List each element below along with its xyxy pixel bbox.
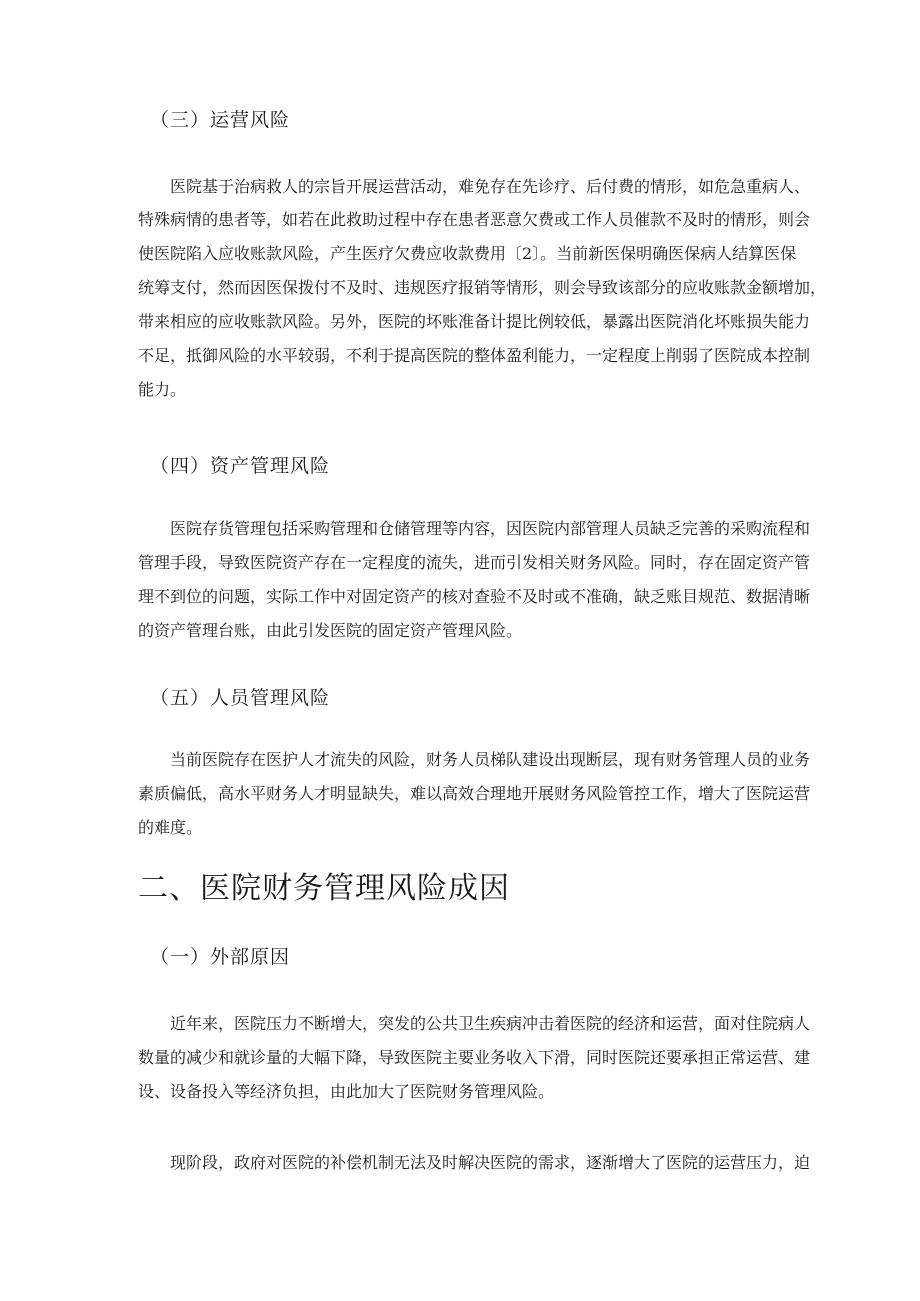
paragraph-line: 设、设备投入等经济负担，由此加大了医院财务管理风险。 [138,1082,555,1101]
paragraph-line: 医院基于治病救人的宗旨开展运营活动，难免存在先诊疗、后付费的情形，如危急重病人、 [170,177,811,196]
chapter-heading: 二、医院财务管理风险成因 [138,871,510,906]
paragraph-line: 近年来，医院压力不断增大，突发的公共卫生疾病冲击着医院的经济和运营，面对住院病人 [170,1014,811,1033]
paragraph-line: 管理手段，导致医院资产存在一定程度的流失，进而引发相关财务风险。同时，存在固定资产管 [138,553,811,572]
paragraph-line: 医院存货管理包括采购管理和仓储管理等内容，因医院内部管理人员缺乏完善的采购流程和 [170,519,811,538]
section-heading-personnel-risk: （五）人员管理风险 [150,687,331,709]
paragraph-line: 理不到位的问题，实际工作中对固定资产的核对查验不及时或不准确，缺乏账目规范、数据清晰 [138,587,811,606]
paragraph-line: 素质偏低，高水平财务人才明显缺失，难以高效合理地开展财务风险管控工作，增大了医院运营 [138,784,811,803]
paragraph-line: 使医院陷入应收账款风险，产生医疗欠费应收款费用〔2〕。当前新医保明确医保病人结算医保 [138,244,797,263]
paragraph-line: 统筹支付，然而因医保拨付不及时、违规医疗报销等情形，则会导致该部分的应收账款金额增加， [138,278,827,297]
paragraph-line: 不足，抵御风险的水平较弱，不利于提高医院的整体盈利能力，一定程度上削弱了医院成本控制 [138,346,811,365]
paragraph-line: 能力。 [138,380,187,399]
subsection-heading-external-causes: （一）外部原因 [150,946,291,968]
section-heading-asset-risk: （四）资产管理风险 [150,455,331,477]
paragraph-line: 现阶段，政府对医院的补偿机制无法及时解决医院的需求，逐渐增大了医院的运营压力，迫 [170,1153,811,1172]
paragraph-line: 特殊病情的患者等，如若在此救助过程中存在患者恶意欠费或工作人员催款不及时的情形，则会 [138,210,811,229]
section-heading-operating-risk: （三）运营风险 [150,109,291,131]
paragraph-line: 带来相应的应收账款风险。另外，医院的坏账准备计提比例较低，暴露出医院消化坏账损失能力 [138,312,811,331]
paragraph-line: 的资产管理台账，由此引发医院的固定资产管理风险。 [138,621,523,640]
paragraph-line: 数量的减少和就诊量的大幅下降，导致医院主要业务收入下滑，同时医院还要承担正常运营、建 [138,1048,811,1067]
paragraph-line: 当前医院存在医护人才流失的风险，财务人员梯队建设出现断层，现有财务管理人员的业务 [170,750,811,769]
paragraph-line: 的难度。 [138,818,203,837]
